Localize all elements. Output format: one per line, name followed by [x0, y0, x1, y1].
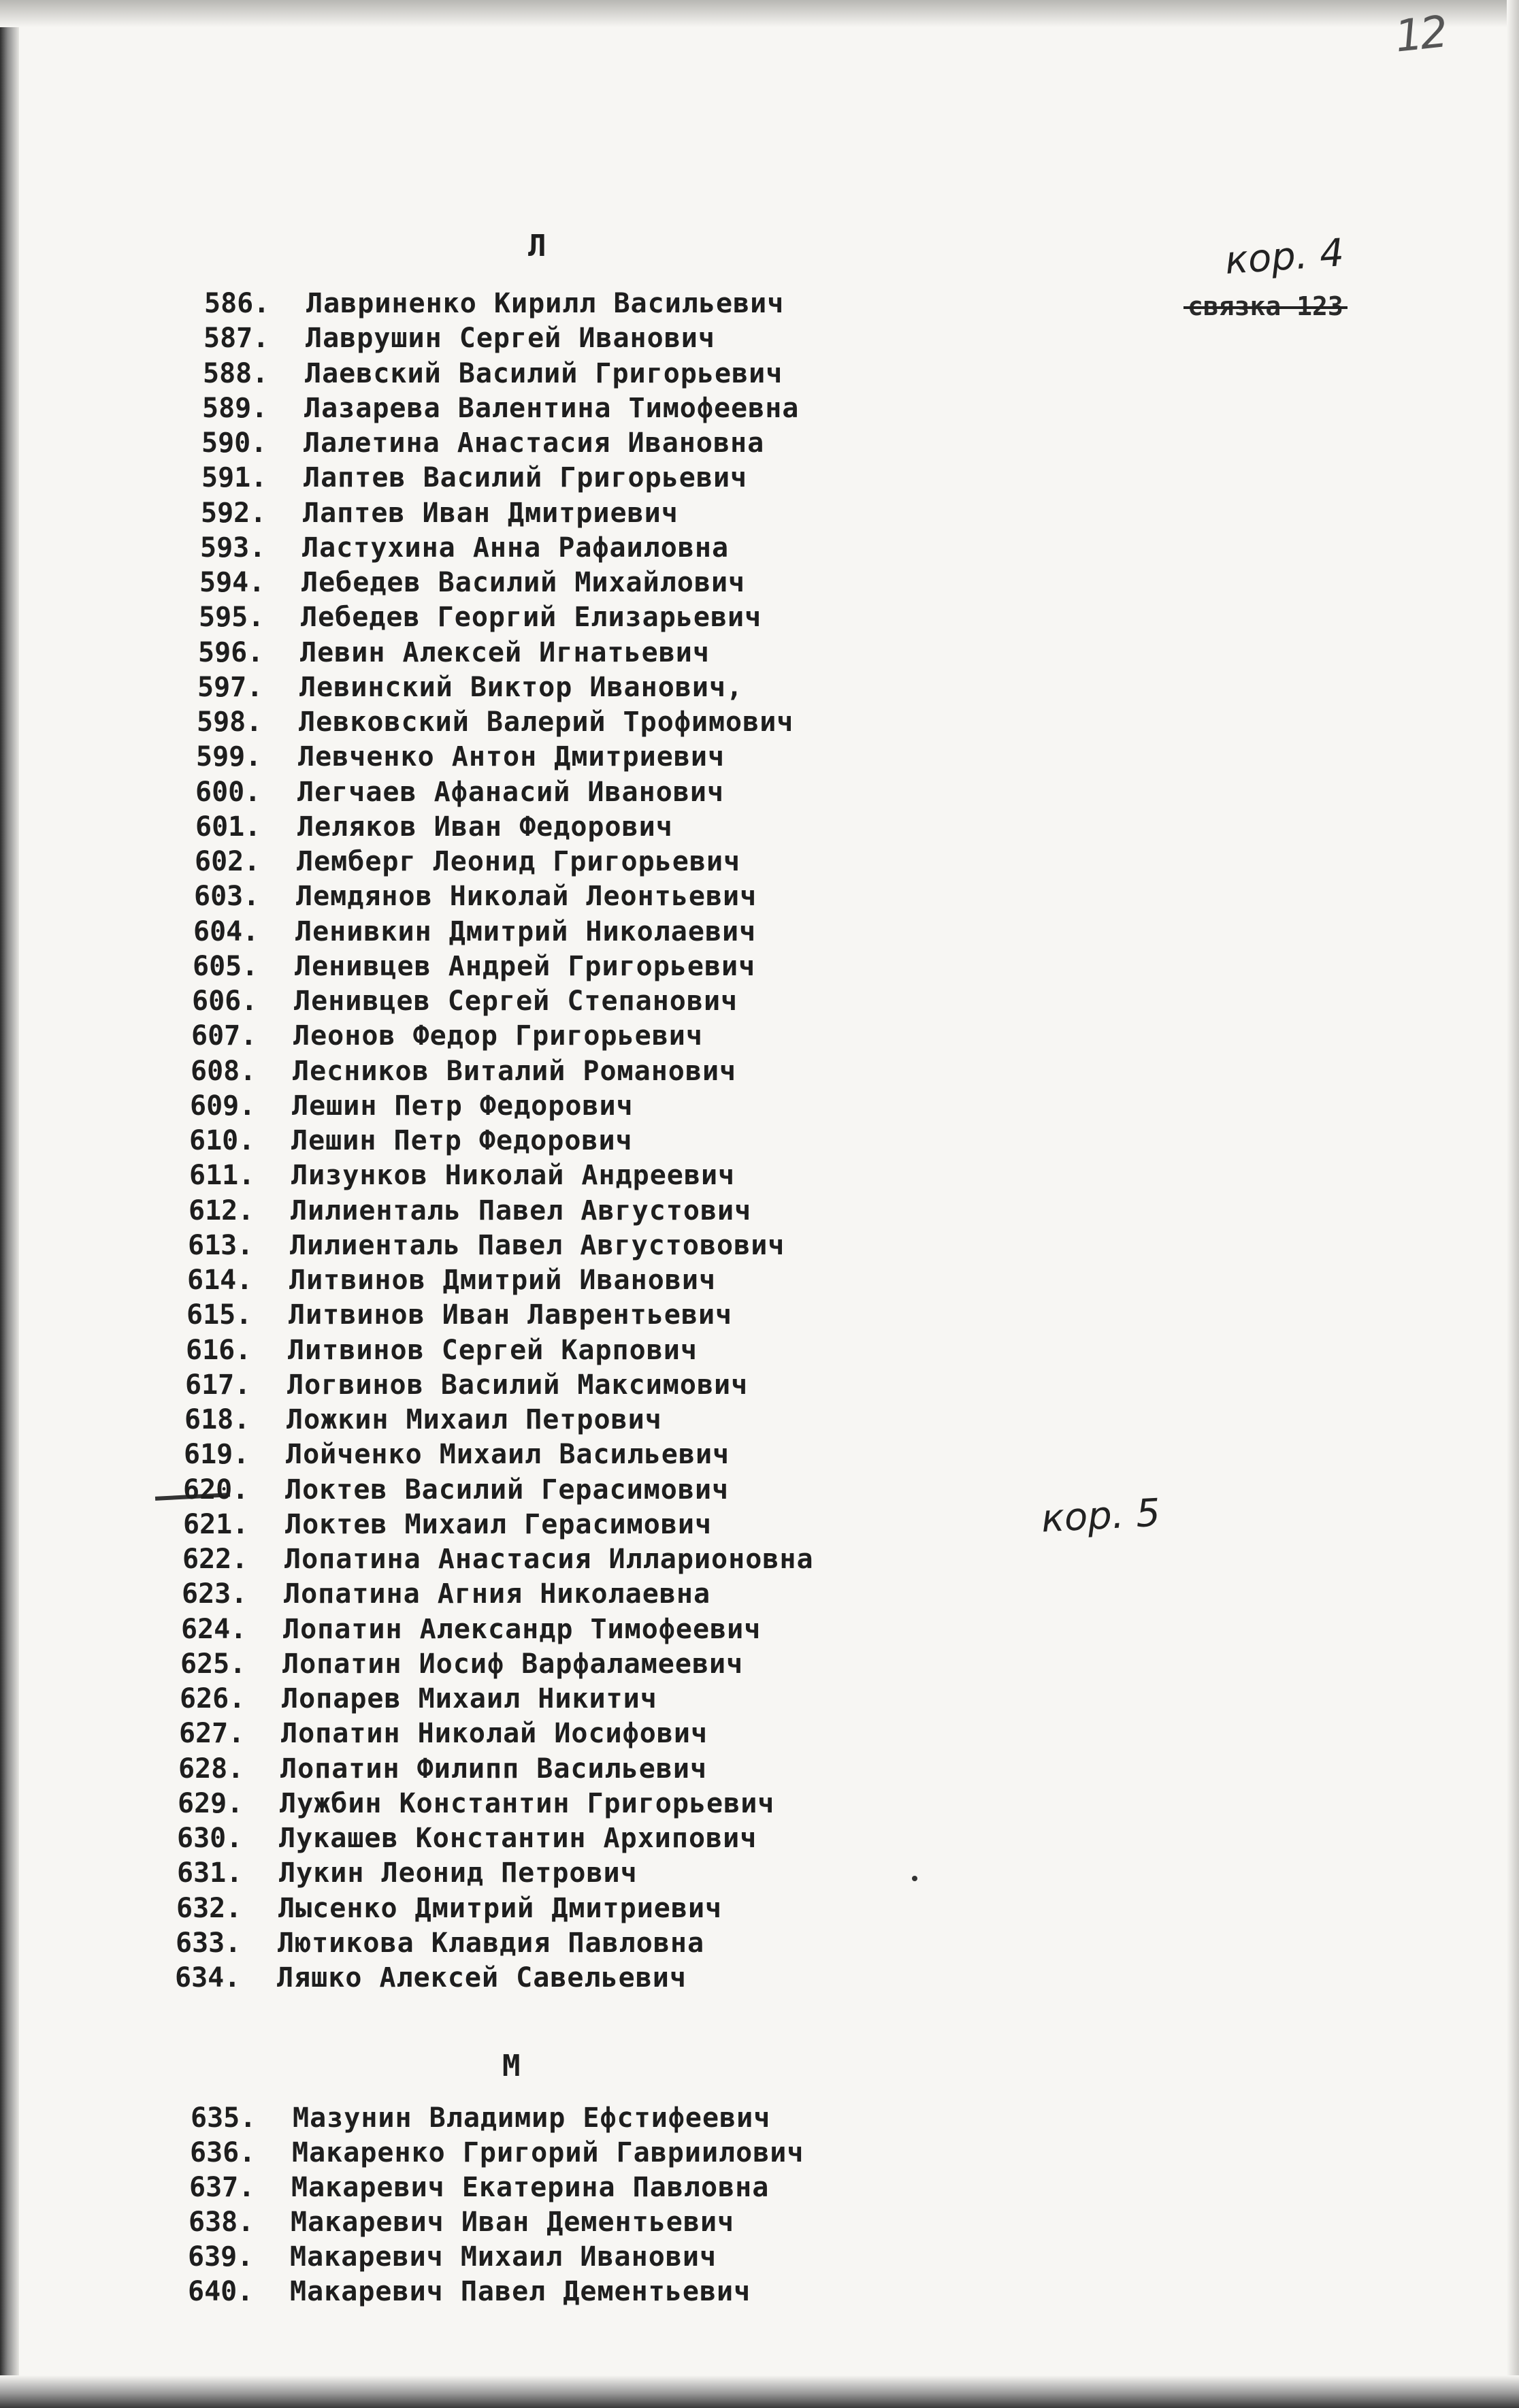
- entry-name: Ленивцев Сергей Степанович: [294, 986, 738, 1017]
- list-item: [193, 914, 756, 949]
- entry-name: Локтев Михаил Герасимович: [285, 1509, 713, 1540]
- entry-name: Левковский Валерий Трофимович: [299, 706, 794, 738]
- list-item: [183, 1507, 712, 1542]
- list-item: [199, 565, 745, 600]
- list-item: [184, 1437, 730, 1472]
- list-item: [189, 1193, 751, 1229]
- entry-number: 605.: [193, 951, 259, 982]
- entry-name: Лемберг Леонид Григорьевич: [297, 846, 741, 877]
- entry-name: Лаевский Василий Григорьевич: [305, 358, 783, 389]
- list-item: [195, 775, 724, 810]
- entry-number: 634.: [175, 1962, 241, 1994]
- list-item: [190, 1088, 634, 1124]
- entry-number: 621.: [183, 1509, 249, 1540]
- entry-number: 588.: [203, 358, 269, 389]
- scan-left-edge: [0, 0, 19, 2408]
- list-item: [184, 1402, 662, 1437]
- scan-right-edge: [1507, 0, 1519, 2408]
- list-item: [190, 2135, 804, 2170]
- entry-number: 630.: [177, 1823, 243, 1854]
- entry-number: 624.: [181, 1614, 247, 1645]
- entry-number: 616.: [186, 1335, 252, 1366]
- struck-bundle-note: связка 123: [1188, 291, 1343, 321]
- list-item: [196, 739, 725, 775]
- entry-number: 639.: [188, 2241, 254, 2273]
- entry-number: 587.: [203, 323, 270, 354]
- entry-number: 619.: [184, 1439, 250, 1470]
- entry-name: Лилиенталь Павел Августовович: [290, 1230, 785, 1261]
- entry-name: Лужбин Константин Григорьевич: [280, 1788, 775, 1819]
- entry-name: Легчаев Афанасий Иванович: [297, 777, 725, 808]
- entry-name: Лизунков Николай Андреевич: [291, 1160, 736, 1191]
- entry-name: Лопатин Николай Иосифович: [281, 1718, 708, 1749]
- entry-number: 629.: [178, 1788, 244, 1819]
- entry-number: 603.: [194, 881, 260, 912]
- entry-name: Лебедев Георгий Елизарьевич: [301, 602, 762, 633]
- list-item: [178, 1751, 707, 1787]
- list-item: [198, 635, 710, 670]
- entry-name: Макаревич Павел Дементьевич: [290, 2276, 751, 2307]
- list-item: [201, 425, 764, 461]
- entry-number: 592.: [201, 498, 267, 529]
- entry-name: Лемдянов Николай Леонтьевич: [296, 881, 757, 912]
- list-item: [204, 286, 784, 321]
- entry-number: 638.: [189, 2207, 255, 2238]
- handwritten-page-number: 12: [1392, 7, 1448, 63]
- entry-name: Лукин Леонид Петрович: [279, 1857, 638, 1889]
- entry-name: Лилиенталь Павел Августович: [291, 1195, 752, 1226]
- list-item: [179, 1716, 708, 1751]
- entry-number: 609.: [190, 1090, 256, 1122]
- entry-number: 604.: [193, 916, 259, 947]
- entry-name: Левинский Виктор Иванович,: [299, 672, 744, 703]
- entry-name: Лопатин Филипп Васильевич: [280, 1753, 708, 1785]
- entry-number: 600.: [195, 777, 261, 808]
- entry-name: Лойченко Михаил Васильевич: [286, 1439, 730, 1470]
- entry-number: 591.: [201, 462, 267, 493]
- list-item: [187, 1263, 716, 1298]
- entry-number: 613.: [188, 1230, 254, 1261]
- list-item: [202, 391, 799, 426]
- entry-name: Ложкин Михаил Петрович: [287, 1404, 662, 1435]
- list-item: [191, 1018, 703, 1054]
- entry-name: Литвинов Дмитрий Иванович: [289, 1265, 717, 1296]
- entry-name: Лесников Виталий Романович: [293, 1056, 737, 1087]
- entry-number: 628.: [178, 1753, 244, 1785]
- entry-number: 608.: [191, 1056, 257, 1087]
- entry-number: 590.: [201, 427, 267, 459]
- entry-number: 601.: [195, 811, 261, 843]
- list-item: [181, 1612, 761, 1647]
- entry-number: 631.: [177, 1857, 243, 1889]
- entry-name: Лаптев Иван Дмитриевич: [303, 498, 679, 529]
- entry-number: 610.: [189, 1125, 255, 1156]
- entry-name: Мазунин Владимир Ефстифеевич: [293, 2102, 771, 2134]
- list-item: [192, 983, 738, 1019]
- entry-number: 598.: [197, 706, 263, 738]
- entry-name: Лаврушин Сергей Иванович: [306, 323, 715, 354]
- entry-number: 593.: [200, 532, 266, 564]
- section-letter-m: М: [502, 2049, 521, 2083]
- list-item: [203, 356, 783, 391]
- list-item: [176, 1925, 704, 1961]
- list-item: [180, 1681, 657, 1716]
- list-item: [189, 2204, 734, 2240]
- entry-name: Литвинов Иван Лаврентьевич: [289, 1299, 733, 1331]
- entry-name: Литвинов Сергей Карпович: [288, 1335, 698, 1366]
- entry-name: Лютикова Клавдия Павловна: [278, 1927, 705, 1959]
- scan-top-edge: [0, 0, 1519, 27]
- list-item: [188, 2239, 717, 2275]
- entry-number: 596.: [198, 637, 264, 668]
- entry-number: 636.: [190, 2137, 256, 2168]
- section-letter-l: Л: [528, 229, 546, 263]
- entry-number: 606.: [192, 986, 258, 1017]
- entry-number: 595.: [199, 602, 265, 633]
- entry-number: 637.: [189, 2172, 255, 2203]
- entry-name: Макаревич Михаил Иванович: [290, 2241, 717, 2273]
- entry-name: Лопарев Михаил Никитич: [282, 1683, 657, 1714]
- entry-number: 611.: [189, 1160, 255, 1191]
- entry-number: 626.: [180, 1683, 246, 1714]
- entry-number: 620.: [183, 1474, 249, 1506]
- entry-number: 602.: [195, 846, 261, 877]
- entry-name: Лазарева Валентина Тимофеевна: [304, 393, 800, 424]
- entry-number: 599.: [196, 741, 262, 772]
- entry-number: 632.: [176, 1893, 242, 1924]
- entry-name: Лопатина Анастасия Илларионовна: [284, 1544, 814, 1575]
- list-item: [186, 1297, 732, 1333]
- list-item: [182, 1576, 710, 1612]
- entry-number: 597.: [197, 672, 263, 703]
- entry-name: Ластухина Анна Рафаиловна: [302, 532, 730, 564]
- entry-number: 618.: [184, 1404, 250, 1435]
- list-item: [189, 1123, 633, 1158]
- entry-name: Лебедев Василий Михайлович: [301, 567, 746, 598]
- list-item: [197, 704, 794, 740]
- list-item: [188, 1228, 785, 1263]
- entry-name: Логвинов Василий Максимович: [287, 1369, 749, 1401]
- entry-number: 640.: [188, 2276, 254, 2307]
- list-item: [201, 495, 679, 531]
- list-item: [195, 844, 740, 879]
- list-item: [203, 321, 715, 356]
- list-item: [189, 2170, 769, 2205]
- list-item: [193, 949, 755, 984]
- entry-number: 635.: [191, 2102, 257, 2134]
- entry-number: 625.: [180, 1648, 246, 1680]
- list-item: [176, 1891, 722, 1926]
- list-item: [191, 1054, 736, 1089]
- entry-number: 622.: [182, 1544, 248, 1575]
- entry-number: 589.: [202, 393, 268, 424]
- entry-number: 594.: [199, 567, 265, 598]
- list-item: [182, 1542, 814, 1577]
- entry-number: 617.: [185, 1369, 251, 1401]
- entry-name: Лавриненко Кирилл Васильевич: [306, 288, 785, 319]
- scan-bottom-edge: [0, 2375, 1519, 2408]
- list-item: [177, 1821, 757, 1856]
- list-item: [200, 530, 729, 566]
- entry-number: 615.: [186, 1299, 252, 1331]
- entry-number: 612.: [189, 1195, 255, 1226]
- list-item: [177, 1855, 638, 1891]
- entry-name: Ленивкин Дмитрий Николаевич: [295, 916, 757, 947]
- entry-name: Лешин Петр Федорович: [292, 1090, 634, 1122]
- entry-number: 627.: [179, 1718, 245, 1749]
- entry-name: Макаревич Иван Дементьевич: [291, 2207, 735, 2238]
- entry-name: Лопатин Иосиф Варфаламеевич: [282, 1648, 744, 1680]
- entry-number: 607.: [191, 1020, 257, 1052]
- pen-dot-mark: [912, 1876, 917, 1881]
- list-item: [188, 2274, 751, 2309]
- entry-name: Ленивцев Андрей Григорьевич: [295, 951, 756, 982]
- entry-number: 586.: [204, 288, 270, 319]
- list-item: [194, 879, 757, 914]
- list-item: [185, 1367, 748, 1403]
- list-item: [191, 2100, 770, 2136]
- entry-name: Левин Алексей Игнатьевич: [300, 637, 710, 668]
- handwritten-box-note-4: кор. 4: [1223, 230, 1345, 284]
- entry-name: Лаптев Василий Григорьевич: [304, 462, 748, 493]
- entry-name: Локтев Василий Герасимович: [285, 1474, 730, 1506]
- handwritten-box-note-5: кор. 5: [1040, 1491, 1162, 1542]
- entry-name: Лукашев Константин Архипович: [279, 1823, 757, 1854]
- entry-number: 633.: [176, 1927, 242, 1959]
- list-item: [183, 1472, 729, 1508]
- entry-name: Лалетина Анастасия Ивановна: [304, 427, 765, 459]
- entry-name: Левченко Антон Дмитриевич: [298, 741, 725, 772]
- list-item: [189, 1158, 735, 1193]
- entry-number: 623.: [182, 1578, 248, 1610]
- entry-number: 614.: [187, 1265, 253, 1296]
- list-item: [199, 600, 762, 635]
- entry-name: Лопатина Агния Николаевна: [284, 1578, 711, 1610]
- list-item: [186, 1333, 698, 1368]
- entry-name: Макаренко Григорий Гавриилович: [292, 2137, 804, 2168]
- list-item: [201, 460, 747, 495]
- entry-name: Леляков Иван Федорович: [297, 811, 673, 843]
- list-item: [195, 809, 673, 845]
- list-item: [197, 670, 743, 705]
- entry-name: Ляшко Алексей Савельевич: [277, 1962, 687, 1994]
- list-item: [178, 1786, 774, 1821]
- entry-name: Лопатин Александр Тимофеевич: [283, 1614, 762, 1645]
- entry-name: Макаревич Екатерина Павловна: [291, 2172, 770, 2203]
- list-item: [175, 1960, 687, 1996]
- entry-name: Лысенко Дмитрий Дмитриевич: [278, 1893, 723, 1924]
- entry-name: Леонов Федор Григорьевич: [293, 1020, 703, 1052]
- list-item: [180, 1646, 743, 1682]
- entry-name: Лешин Петр Федорович: [291, 1125, 633, 1156]
